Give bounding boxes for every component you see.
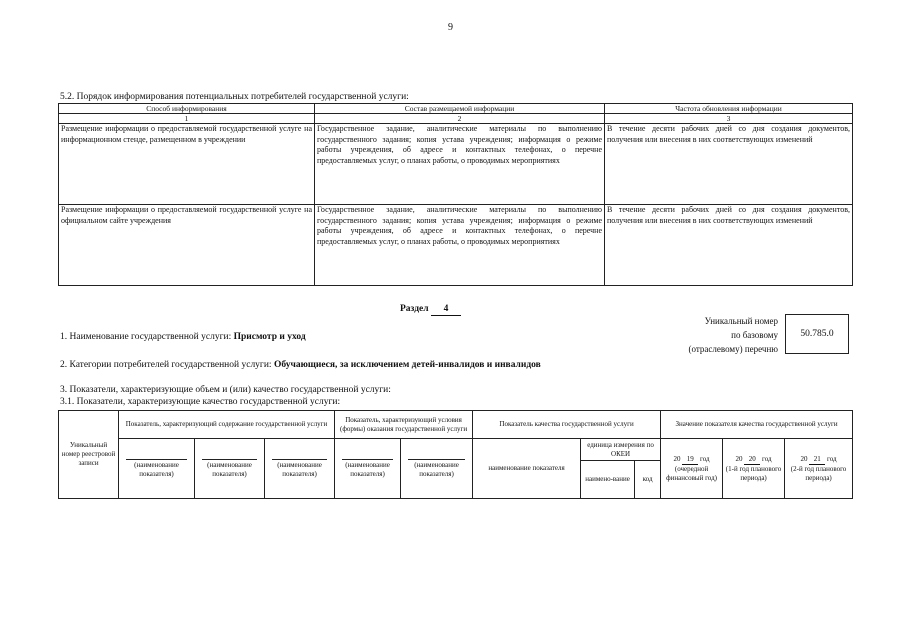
- info-method: Размещение информации о предоставляемой государственной услуге на официальном сайте учреждения: [59, 205, 315, 286]
- q-header-row2: [59, 439, 853, 461]
- info-header-method: Способ информирования: [59, 104, 315, 114]
- q-unit-name: наимено-вание: [581, 461, 635, 499]
- info-table: [58, 103, 853, 286]
- q-year3-suffix: год: [827, 454, 837, 463]
- q-year1-prefix: 20: [673, 454, 681, 463]
- info-col-num: 1: [59, 114, 315, 124]
- info-method: Размещение информации о предоставляемой государственной услуге на информационном стенде, размещенном в учреждении: [59, 124, 315, 205]
- q-unique-record: Уникальный номер реестровой записи: [59, 411, 119, 499]
- info-row: [59, 124, 853, 205]
- unique-line3: (отраслевому) перечню: [688, 344, 778, 354]
- section-heading: [400, 304, 461, 316]
- info-header-row: [59, 104, 853, 114]
- item2-value: Обучающиеся, за исключением детей-инвалидов и инвалидов: [273, 360, 541, 370]
- s52-title: 5.2. Порядок информирования потенциальных потребителей государственной услуги:: [60, 92, 409, 102]
- info-col-num: 3: [605, 114, 853, 124]
- info-frequency: В течение десяти рабочих дней со дня создания документов, получения или внесения в них соответствующих изменений: [605, 124, 853, 205]
- q-value-hdr: Значение показателя качества государственной услуги: [661, 411, 853, 439]
- q-year2: [723, 439, 785, 499]
- info-content: Государственное задание, аналитические материалы по выполнению государственного задания; копия устава учреждения; информация о режиме работы учреждения, об адресе и контактных телефонах, о перечне предоставляемых услуг, о планах работы, о проводимых мероприятиях: [315, 124, 605, 205]
- quality-table: [58, 410, 853, 499]
- q-content-name-1: [119, 439, 195, 499]
- q-year1-desc: (очередной финансовый год): [666, 464, 717, 482]
- q-conditions-hdr: Показатель, характеризующий условия (формы) оказания государственной услуги: [335, 411, 473, 439]
- info-col-num: 2: [315, 114, 605, 124]
- item2: [60, 360, 541, 371]
- q-year3-value: 21: [809, 455, 825, 465]
- item2-label: 2. Категории потребителей государственной услуги:: [60, 360, 274, 370]
- info-number-row: [59, 114, 853, 124]
- q-year3-prefix: 20: [800, 454, 808, 463]
- unique-number-box: 50.785.0: [785, 314, 849, 354]
- section-label: Раздел: [400, 304, 429, 314]
- q-year1: [661, 439, 723, 499]
- q-conditions-name-2: [401, 439, 473, 499]
- q-unit-hdr: единица измерения по ОКЕИ: [581, 439, 661, 461]
- q-content-name-2: [195, 439, 265, 499]
- q-unit-code: код: [635, 461, 661, 499]
- q-year2-suffix: год: [762, 454, 772, 463]
- item1: [60, 332, 306, 343]
- q-name-sub: (наименование показателя): [272, 459, 327, 479]
- info-row: [59, 205, 853, 286]
- q-name-sub: (наименование показателя): [408, 459, 465, 479]
- q-name-sub: (наименование показателя): [202, 459, 257, 479]
- q-year2-prefix: 20: [735, 454, 743, 463]
- q-year1-suffix: год: [700, 454, 710, 463]
- q-header-row1: [59, 411, 853, 439]
- q-year2-desc: (1-й год планового периода): [725, 464, 782, 482]
- q-year1-value: 19: [682, 455, 698, 465]
- item3: 3. Показатели, характеризующие объем и (или) качество государственной услуги:: [60, 385, 391, 395]
- q-content-name-3: [265, 439, 335, 499]
- section-number: 4: [431, 304, 461, 316]
- q-quality-hdr: Показатель качества государственной услуги: [473, 411, 661, 439]
- q-name-sub: (наименование показателя): [342, 459, 393, 479]
- q-name-sub: (наименование показателя): [126, 459, 187, 479]
- item31: 3.1. Показатели, характеризующие качество государственной услуги:: [60, 397, 341, 407]
- q-content-hdr: Показатель, характеризующий содержание государственной услуги: [119, 411, 335, 439]
- unique-line2: по базовому: [731, 330, 778, 340]
- unique-number-label: [640, 314, 778, 356]
- item1-label: 1. Наименование государственной услуги:: [60, 332, 234, 342]
- info-frequency: В течение десяти рабочих дней со дня создания документов, получения или внесения в них соответствующих изменений: [605, 205, 853, 286]
- item1-value: Присмотр и уход: [233, 332, 306, 342]
- q-indicator-name: наименование показателя: [473, 439, 581, 499]
- q-year3-desc: (2-й год планового периода): [790, 464, 847, 482]
- page-number: 9: [448, 22, 453, 33]
- info-header-frequency: Частота обновления информации: [605, 104, 853, 114]
- info-content: Государственное задание, аналитические материалы по выполнению государственного задания; копия устава учреждения; информация о режиме работы учреждения, об адресе и контактных телефонах, о перечне предоставляемых услуг, о планах работы, о проводимых мероприятиях: [315, 205, 605, 286]
- q-year3: [785, 439, 853, 499]
- q-year2-value: 20: [744, 455, 760, 465]
- q-conditions-name-1: [335, 439, 401, 499]
- unique-line1: Уникальный номер: [704, 316, 778, 326]
- info-header-content: Состав размещаемой информации: [315, 104, 605, 114]
